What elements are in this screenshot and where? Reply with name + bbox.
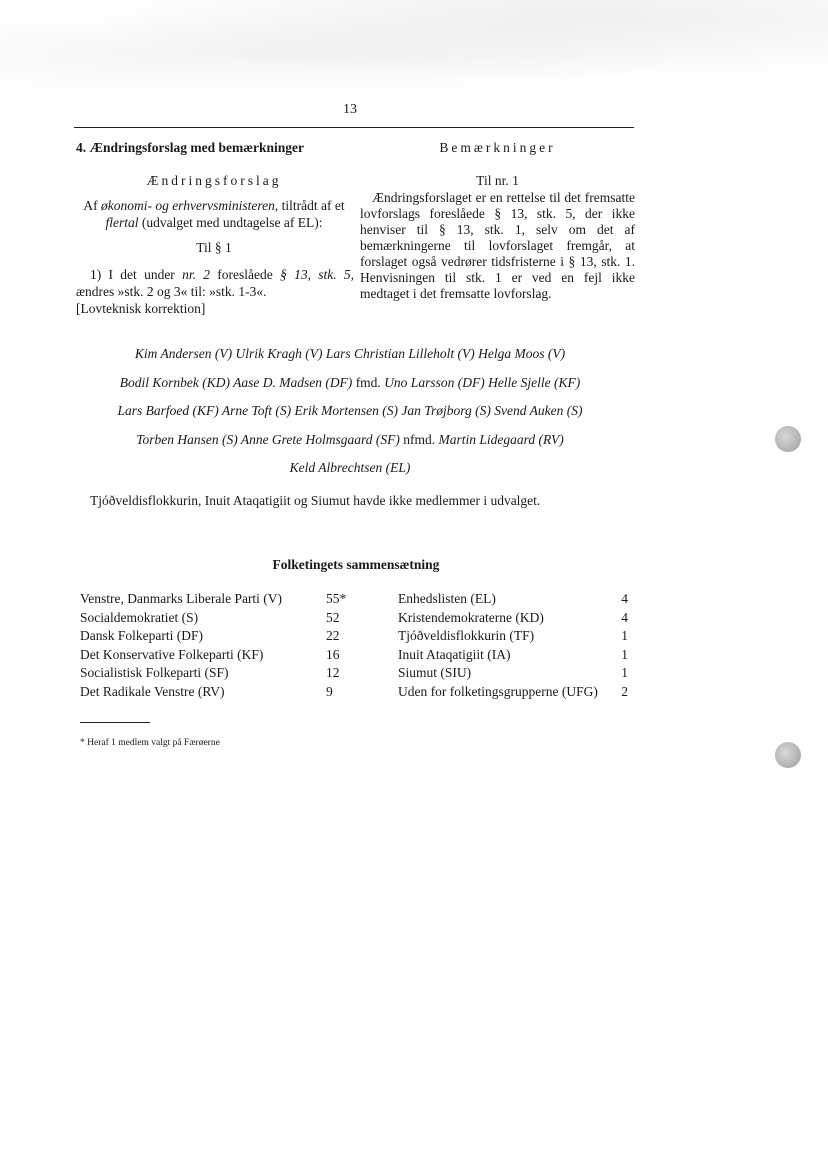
party-row: Tjóðveldisflokkurin (TF) 1 (398, 628, 628, 643)
header-rule (74, 127, 634, 128)
remarks-heading: Bemærkninger (439, 140, 556, 155)
members-line: Keld Albrechtsen (EL) (289, 460, 411, 475)
remarks-subheading: Til nr. 1 (476, 173, 519, 188)
page-number: 13 (343, 102, 357, 117)
party-row: Siumut (SIU) 1 (398, 665, 628, 680)
committee-members (0, 340, 700, 483)
party-row: Uden for folketingsgrupperne (UFG) 2 (398, 683, 628, 699)
footnote: * Heraf 1 medlem valgt på Færøerne (80, 738, 220, 748)
party-row: Det Radikale Venstre (RV) 9 (80, 683, 333, 699)
party-row: Dansk Folkeparti (DF) 22 (80, 628, 340, 643)
members-line: Lars Barfoed (KF) Arne Toft (S) Erik Mortensen (S) Jan Trøjborg (S) Svend Auken (S) (117, 403, 583, 418)
remarks-text: Ændringsforslaget er en rettelse til det fremsatte lovforslags foreslåede § 13, stk. 5, der ikke henviser til § 13, stk. 1, selv om det af bemærkningerne til lovforslaget fremgår, at forslaget også vedrører tidsfristerne i § 13, stk. 1. Henvisningen til stk. 1 er ved en fejl ikke medtaget i det fremsatte lovforslag. (360, 190, 635, 301)
section-heading: 4. Ændringsforslag med bemærkninger (76, 140, 305, 155)
amendment-note: [Lovteknisk korrektion] (76, 301, 206, 316)
party-table-right (398, 590, 628, 701)
party-row: Enhedslisten (EL) 4 (398, 591, 628, 606)
flertal-word: flertal (105, 215, 139, 230)
party-row: Socialdemokratiet (S) 52 (80, 609, 340, 625)
scan-shadow (0, 0, 828, 90)
punch-hole-icon (775, 742, 801, 768)
party-table-left (80, 590, 350, 701)
membership-note: Tjóðveldisflokkurin, Inuit Ataqatigiit og Siumut havde ikke medlemmer i udvalget. (90, 493, 541, 508)
amendments-heading: Ændringsforslag (146, 173, 282, 188)
party-row: Kristendemokraterne (KD) 4 (398, 609, 628, 625)
party-row: Inuit Ataqatigiit (IA) 1 (398, 646, 628, 662)
ministry-name: økonomi- og erhvervsministeren, (100, 198, 279, 213)
party-row: Socialistisk Folkeparti (SF) 12 (80, 665, 340, 680)
members-line: Bodil Kornbek (KD) Aase D. Madsen (DF) fmd. Uno Larsson (DF) Helle Sjelle (KF) (119, 374, 581, 390)
members-line: Kim Andersen (V) Ulrik Kragh (V) Lars Christian Lilleholt (V) Helga Moos (V) (134, 346, 566, 361)
footnote-rule (80, 722, 150, 723)
amendment-text: 1) I det under nr. 2 foreslåede § 13, stk. 5, ændres »stk. 2 og 3« til: »stk. 1-3«. [Lovteknisk korrektion] (76, 267, 355, 316)
amendment-subheading: Til § 1 (196, 240, 232, 255)
composition-title: Folketingets sammensætning (272, 557, 440, 572)
amendment-intro: Af økonomi- og erhvervsministeren, tiltrådt af et flertal (udvalget med undtagelse af EL): (83, 198, 345, 230)
members-line: Torben Hansen (S) Anne Grete Holmsgaard (SF) nfmd. Martin Lidegaard (RV) (136, 431, 564, 447)
punch-hole-icon (775, 426, 801, 452)
party-row: Det Konservative Folkeparti (KF) 16 (80, 646, 340, 662)
party-row: Venstre, Danmarks Liberale Parti (V) 55* (80, 591, 347, 606)
